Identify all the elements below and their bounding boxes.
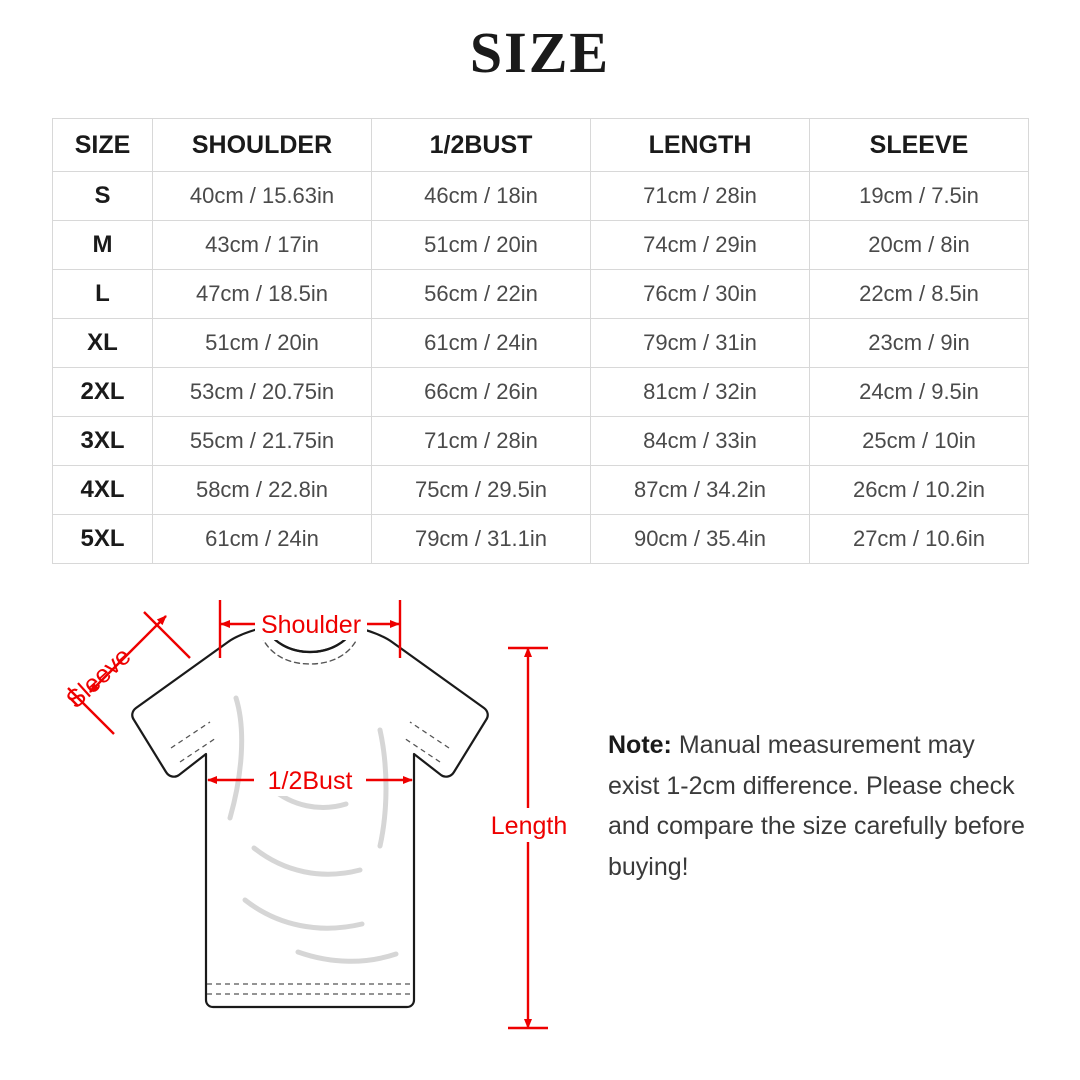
cell-sleeve: 26cm / 10.2in: [810, 466, 1029, 515]
cell-length: 81cm / 32in: [591, 368, 810, 417]
cell-sleeve: 22cm / 8.5in: [810, 270, 1029, 319]
halfbust-label: 1/2Bust: [267, 767, 353, 795]
column-header-sleeve: SLEEVE: [810, 119, 1029, 172]
cell-size: L: [53, 270, 153, 319]
cell-halfbust: 66cm / 26in: [372, 368, 591, 417]
table-row: [53, 270, 1029, 319]
page-title: SIZE: [469, 20, 611, 85]
table-row: [53, 466, 1029, 515]
table-row: [53, 417, 1029, 466]
cell-halfbust: 61cm / 24in: [372, 319, 591, 368]
table-row: [53, 172, 1029, 221]
cell-length: 87cm / 34.2in: [591, 466, 810, 515]
table-header-row: [53, 119, 1029, 172]
cell-shoulder: 58cm / 22.8in: [153, 466, 372, 515]
table-row: [53, 368, 1029, 417]
cell-halfbust: 46cm / 18in: [372, 172, 591, 221]
cell-halfbust: 56cm / 22in: [372, 270, 591, 319]
note-body: Manual measurement may exist 1-2cm difference. Please check and compare the size carefully before buying!: [608, 731, 1025, 881]
cell-halfbust: 51cm / 20in: [372, 221, 591, 270]
cell-sleeve: 24cm / 9.5in: [810, 368, 1029, 417]
cell-size: 2XL: [53, 368, 153, 417]
length-measure: [488, 648, 570, 1028]
cell-shoulder: 55cm / 21.75in: [153, 417, 372, 466]
cell-length: 76cm / 30in: [591, 270, 810, 319]
cell-size: M: [53, 221, 153, 270]
cell-halfbust: 75cm / 29.5in: [372, 466, 591, 515]
cell-halfbust: 71cm / 28in: [372, 417, 591, 466]
cell-shoulder: 43cm / 17in: [153, 221, 372, 270]
cell-length: 71cm / 28in: [591, 172, 810, 221]
cell-size: 4XL: [53, 466, 153, 515]
cell-length: 84cm / 33in: [591, 417, 810, 466]
sleeve-label: Sleeve: [60, 642, 137, 715]
column-header-shoulder: SHOULDER: [153, 119, 372, 172]
column-header-length: LENGTH: [591, 119, 810, 172]
note-label: Note:: [608, 731, 672, 759]
cell-shoulder: 61cm / 24in: [153, 515, 372, 564]
cell-shoulder: 51cm / 20in: [153, 319, 372, 368]
cell-size: 5XL: [53, 515, 153, 564]
cell-sleeve: 20cm / 8in: [810, 221, 1029, 270]
cell-shoulder: 47cm / 18.5in: [153, 270, 372, 319]
cell-length: 74cm / 29in: [591, 221, 810, 270]
tshirt-illustration: [132, 627, 487, 1007]
cell-length: 79cm / 31in: [591, 319, 810, 368]
cell-sleeve: 23cm / 9in: [810, 319, 1029, 368]
cell-size: XL: [53, 319, 153, 368]
cell-shoulder: 53cm / 20.75in: [153, 368, 372, 417]
column-header-size: SIZE: [53, 119, 153, 172]
table-row: [53, 515, 1029, 564]
cell-sleeve: 25cm / 10in: [810, 417, 1029, 466]
shoulder-label: Shoulder: [260, 611, 362, 639]
table-row: [53, 221, 1029, 270]
cell-shoulder: 40cm / 15.63in: [153, 172, 372, 221]
note-text: [608, 725, 1028, 887]
cell-halfbust: 79cm / 31.1in: [372, 515, 591, 564]
cell-sleeve: 19cm / 7.5in: [810, 172, 1029, 221]
length-label: Length: [490, 812, 568, 840]
cell-length: 90cm / 35.4in: [591, 515, 810, 564]
measurement-diagram: [40, 580, 580, 1060]
size-chart-table: [52, 118, 1029, 564]
cell-size: 3XL: [53, 417, 153, 466]
column-header-halfbust: 1/2BUST: [372, 119, 591, 172]
table-row: [53, 319, 1029, 368]
cell-sleeve: 27cm / 10.6in: [810, 515, 1029, 564]
cell-size: S: [53, 172, 153, 221]
